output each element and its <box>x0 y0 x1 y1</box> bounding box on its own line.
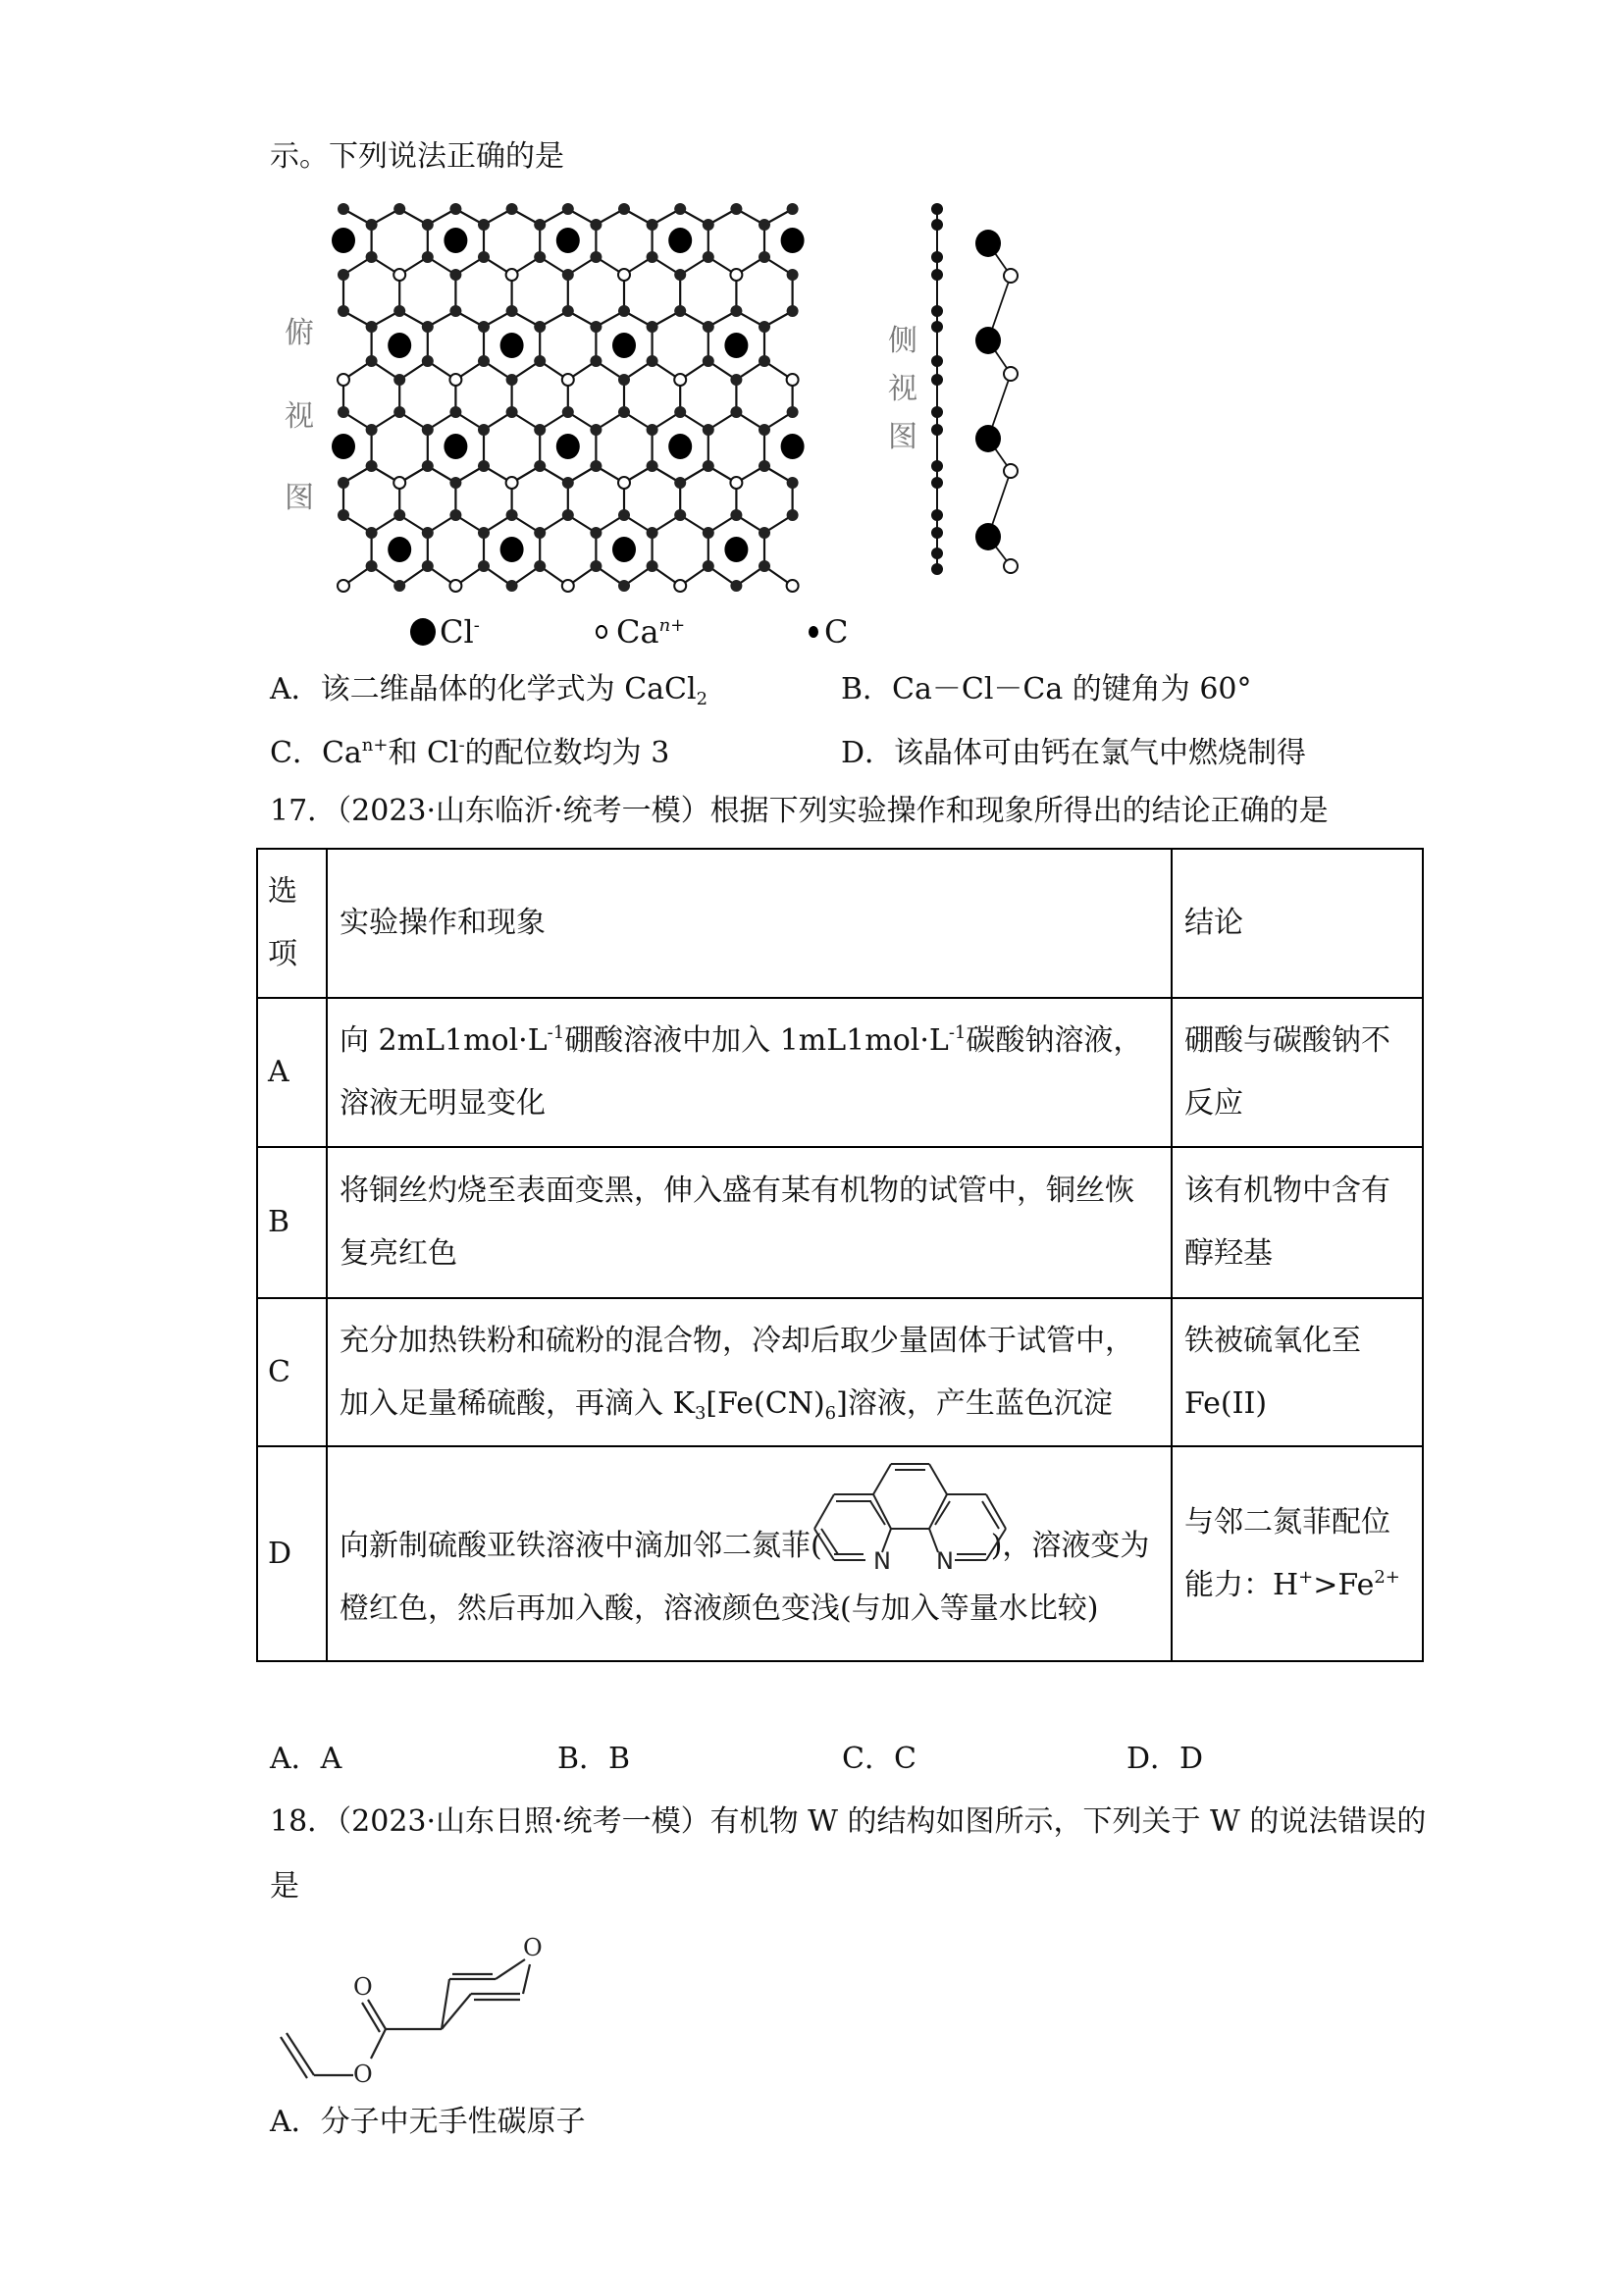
option-16-d[interactable]: D．该晶体可由钙在氯气中燃烧制得 <box>841 736 1307 770</box>
conclusion-sup: + <box>1298 1566 1314 1588</box>
option-16-b[interactable]: B．Ca－Cl－Ca 的键角为 60° <box>841 672 1252 706</box>
option-16-c-sup: n+ <box>361 735 389 756</box>
side-view-label-char: 图 <box>888 420 917 454</box>
operation-text: )，溶液变为橙红色，然后再加入酸，溶液颜色变浅(与加入等量水比较) <box>340 1529 1150 1626</box>
row-conclusion: 该有机物中含有醇羟基 <box>1172 1147 1423 1298</box>
header-option-char: 选 <box>268 874 297 909</box>
operation-text: 向 2mL1mol·L <box>340 1023 548 1058</box>
operation-sup: -1 <box>547 1022 565 1043</box>
legend-c-label: C <box>824 613 849 651</box>
phenanthroline-n-right: N <box>936 1547 954 1575</box>
option-16-c-text: C．Ca <box>270 736 362 770</box>
answer-option-d[interactable]: D．D <box>1126 1742 1204 1776</box>
conclusion-text: 与邻二氮菲配位能力：H <box>1184 1504 1390 1602</box>
question-16-stem-tail: 示。下列说法正确的是 <box>270 139 564 174</box>
option-18-a[interactable]: A．分子中无手性碳原子 <box>270 2105 586 2139</box>
row-operation: 将铜丝灼烧至表面变黑，伸入盛有某有机物的试管中，铜丝恢复亮红色 <box>327 1147 1172 1298</box>
atom-o-ring: O <box>523 1934 543 1961</box>
header-option-char: 项 <box>268 937 297 971</box>
legend-ca-charge: n+ <box>658 615 686 636</box>
atom-o-ester: O <box>353 2061 373 2088</box>
row-option: C <box>257 1298 327 1446</box>
question-18-stem: 18．（2023·山东日照·统考一模）有机物 W 的结构如图所示，下列关于 W 的说法错误的 <box>270 1804 1427 1839</box>
operation-sup: -1 <box>948 1022 967 1043</box>
option-16-a-text: A．该二维晶体的化学式为 CaCl <box>270 672 697 706</box>
row-option: D <box>257 1446 327 1661</box>
answer-option-c[interactable]: C．C <box>842 1742 916 1776</box>
row-conclusion: 硼酸与碳酸钠不反应 <box>1172 998 1423 1147</box>
option-16-c-text: 和 Cl <box>388 736 459 770</box>
conclusion-text: >Fe <box>1313 1567 1375 1602</box>
operation-text: 充分加热铁粉和硫粉的混合物，冷却后取少量固体于试管中，加入足量稀硫酸，再滴入 K <box>340 1323 1134 1421</box>
row-conclusion: 铁被硫氧化至Fe(II) <box>1172 1298 1423 1446</box>
question-17-stem: 17．（2023·山东临沂·统考一模）根据下列实验操作和现象所得出的结论正确的是 <box>270 794 1329 828</box>
legend-ca-text: Ca <box>616 613 659 651</box>
side-view-label-char: 侧 <box>888 324 917 358</box>
answer-option-b[interactable]: B．B <box>557 1742 631 1776</box>
row-option: A <box>257 998 327 1147</box>
operation-sub: 6 <box>824 1402 837 1424</box>
top-view-label-char: 图 <box>285 481 314 515</box>
atom-o-carbonyl: O <box>353 1973 373 2001</box>
operation-text: ]溶液，产生蓝色沉淀 <box>836 1385 1113 1421</box>
operation-text: [Fe(CN) <box>706 1385 825 1421</box>
option-16-a-subscript: 2 <box>696 689 708 709</box>
side-view-label-char: 视 <box>888 372 917 406</box>
row-option: B <box>257 1147 327 1298</box>
option-16-c-sup: - <box>458 735 465 756</box>
top-view-label-char: 俯 <box>285 316 314 350</box>
operation-text: 硼酸溶液中加入 1mL1mol·L <box>564 1023 949 1058</box>
header-conclusion: 结论 <box>1172 849 1423 998</box>
operation-text: 碳酸钠溶液，溶液无明显变化 <box>340 1023 1143 1121</box>
legend-cl-text: Cl <box>440 613 474 651</box>
header-operation: 实验操作和现象 <box>327 849 1172 998</box>
phenanthroline-n-left: N <box>873 1547 891 1575</box>
question-18-stem-cont: 是 <box>270 1869 299 1904</box>
conclusion-sup: 2+ <box>1374 1566 1400 1588</box>
option-16-c-text: 的配位数均为 3 <box>464 736 670 770</box>
top-view-label-char: 视 <box>285 399 314 434</box>
operation-text: 向新制硫酸亚铁溶液中滴加邻二氮菲( <box>340 1529 822 1563</box>
legend-cl-charge: - <box>473 615 480 636</box>
answer-option-a[interactable]: A．A <box>270 1742 342 1776</box>
operation-sub: 3 <box>694 1402 707 1424</box>
